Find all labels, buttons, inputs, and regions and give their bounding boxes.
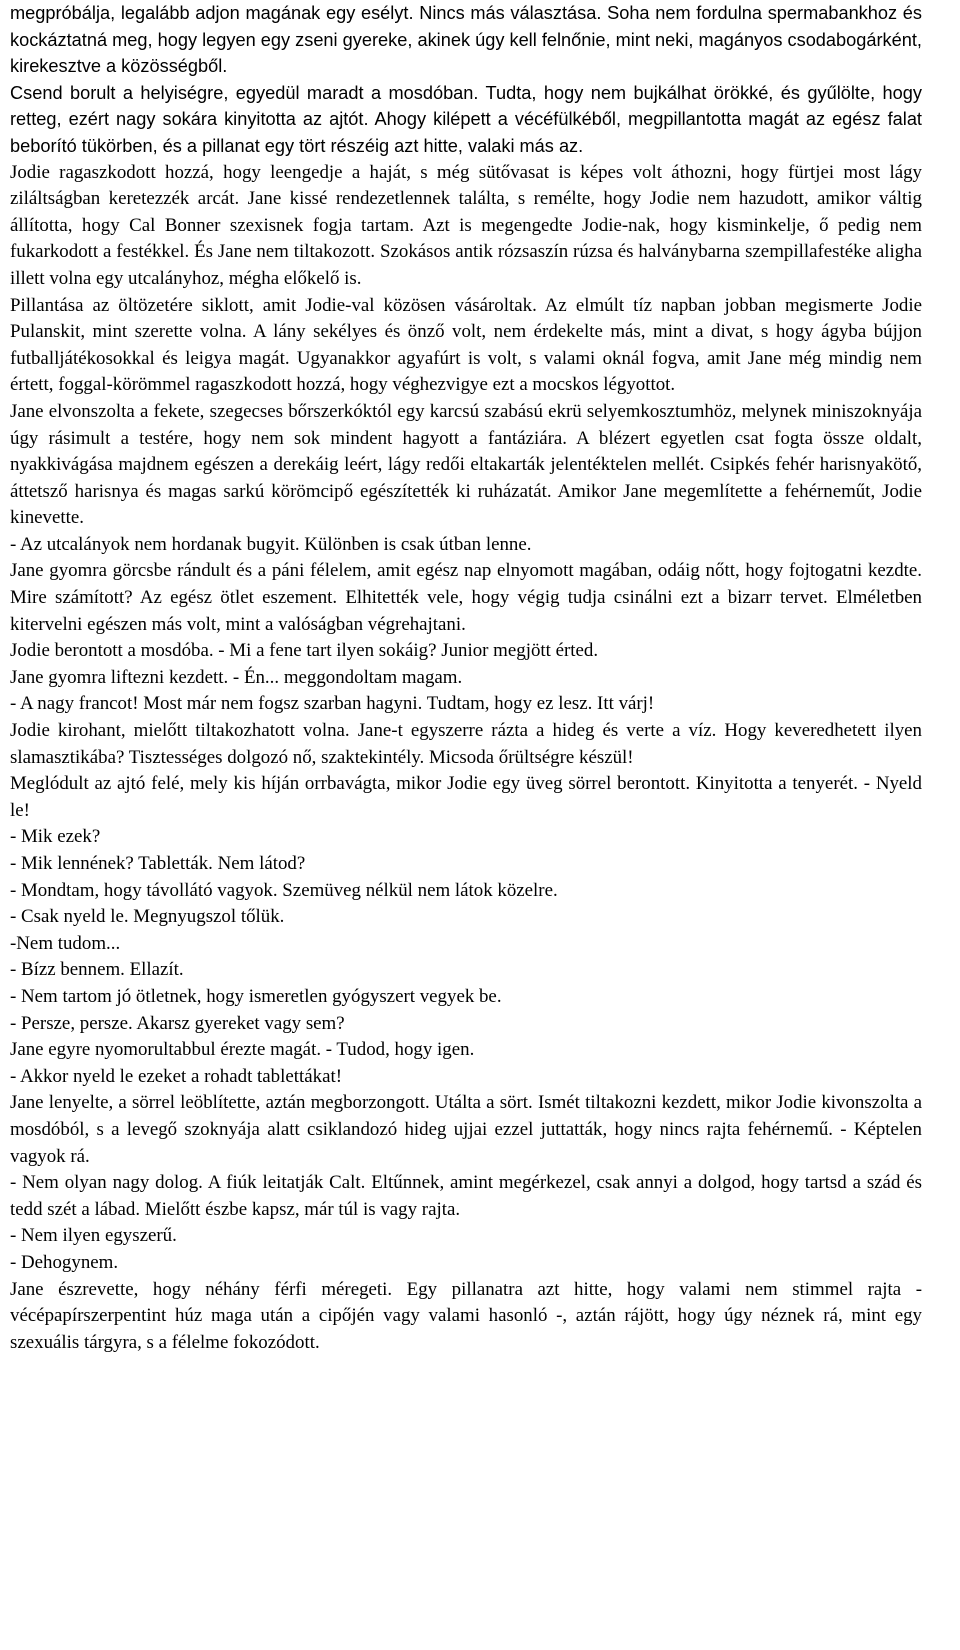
paragraph: -Nem tudom...: [10, 932, 121, 954]
paragraph: - A nagy francot! Most már nem fogsz szarban hagyni. Tudtam, hogy ez lesz. Itt várj!: [10, 693, 655, 715]
paragraph: - Akkor nyeld le ezeket a rohadt tablettákat!: [10, 1065, 343, 1087]
paragraph: megpróbálja, legalább adjon magának egy esélyt. Nincs más választása. Soha nem fordulna spermabankhoz és kockáztatná meg, hogy legyen egy zseni gyereke, akinek úgy kell felnőnie, mint neki, magányos csodabogárként, kirekesztve a közösségből.: [10, 3, 922, 77]
paragraph: Jane lenyelte, a sörrel leöblítette, aztán megborzongott. Utálta a sört. Ismét tiltakozni kezdett, mikor Jodie kivonszolta a mosdóból, s a levegő szoknyája alatt csiklandozó hideg ujjai ezzel juttatták, hogy nincs rajta fehérnemű. - Képtelen vagyok rá.: [10, 1092, 922, 1167]
paragraph: - Nem tartom jó ötletnek, hogy ismeretlen gyógyszert vegyek be.: [10, 985, 502, 1007]
paragraph: - Persze, persze. Akarsz gyereket vagy sem?: [10, 1012, 345, 1034]
paragraph: - Dehogynem.: [10, 1251, 119, 1273]
paragraph: - Nem ilyen egyszerű.: [10, 1225, 177, 1247]
paragraph: Jodie kirohant, mielőtt tiltakozhatott volna. Jane-t egyszerre rázta a hideg és verte a víz. Hogy keveredhetett ilyen slamasztikába? Tisztességes dolgozó nő, szaktekintély. Micsoda őrültségre készül!: [10, 720, 922, 768]
paragraph: Jane elvonszolta a fekete, szegecses bőrszerkóktól egy karcsú szabású ekrü selyemkosztumhöz, melynek miniszoknyája úgy rásimult a testére, hogy nem sok mindent hagyott a fantáziára. A blézert egyetlen csat fogta össze oldalt, nyakkivágása majdnem egészen a derekáig leért, lágy redői eltakarták jelentéktelen mellét. Csipkés fehér harisnyakötő, áttetsző harisnya és magas sarkú körömcipő egészítették ki ruházatát. Amikor Jane megemlítette a fehérneműt, Jodie kinevette.: [10, 400, 922, 529]
paragraph: - Bízz bennem. Ellazít.: [10, 959, 184, 981]
paragraph: Pillantása az öltözetére siklott, amit Jodie-val közösen vásároltak. Az elmúlt tíz napban jobban megismerte Jodie Pulanskit, mint szerette volna. A lány sekélyes és önző volt, nem érdekelte más, mint a divat, s hogy ágyba bújjon futballjátékosokkal és leigya magát. Ugyanakkor agyafúrt is volt, s valami oknál fogva, amit Jane még mindig nem értett, foggal-körömmel ragaszkodott hozzá, hogy véghezvigye ezt a mocskos légyottot.: [10, 294, 922, 396]
paragraph: - Nem olyan nagy dolog. A fiúk leitatják Calt. Eltűnnek, amint megérkezel, csak annyi a dolgod, hogy tartsd a szád és tedd szét a lábad. Mielőtt észbe kapsz, már túl is vagy rajta.: [10, 1172, 922, 1220]
paragraph: Jane egyre nyomorultabbul érezte magát. - Tudod, hogy igen.: [10, 1039, 475, 1061]
paragraph: - Az utcalányok nem hordanak bugyit. Különben is csak útban lenne.: [10, 533, 532, 555]
paragraph: Jane észrevette, hogy néhány férfi méregeti. Egy pillanatra azt hitte, hogy valami nem stimmel rajta - vécépapírszerpentint húz maga után a cipőjén vagy valami hasonló -, aztán rájött, hogy úgy néznek rá, mint egy szexuális tárgyra, s a félelme fokozódott.: [10, 1278, 922, 1353]
paragraph: - Csak nyeld le. Megnyugszol tőlük.: [10, 906, 285, 928]
paragraph: - Mondtam, hogy távollátó vagyok. Szemüveg nélkül nem látok közelre.: [10, 879, 558, 901]
paragraph: Meglódult az ajtó felé, mely kis híján orrbavágta, mikor Jodie egy üveg sörrel berontott. Kinyitotta a tenyerét. - Nyeld le!: [10, 773, 922, 821]
paragraph: Jodie ragaszkodott hozzá, hogy leengedje a haját, s még sütővasat is képes volt áthozni, hogy fürtjei most lágy ziláltságban keretezzék arcát. Jane kissé rendezetlennek találta, s remélte, hogy Jodie nem hazudott, amikor váltig állította, hogy Cal Bonner szexisnek fogja tartam. Azt is megengedte Jodie-nak, hogy kisminkelje, ő pedig nem fukarkodott a festékkel. És Jane nem tiltakozott. Szokásos antik rózsaszín rúzsa és halványbarna szempillafestéke aligha illett volna egy utcalányhoz, mégha előkelő is.: [10, 161, 922, 289]
document-page: [10, 0, 922, 1356]
paragraph: - Mik lennének? Tabletták. Nem látod?: [10, 853, 306, 874]
paragraph: Csend borult a helyiségre, egyedül maradt a mosdóban. Tudta, hogy nem bujkálhat örökké, és gyűlölte, hogy retteg, ezért nagy sokára kinyitotta az ajtót. Ahogy kilépett a vécéfülkéből, megpillantotta magát az egész falat beborító tükörben, és a pillanat egy tört részéig azt hitte, valaki más az.: [10, 82, 922, 156]
paragraph: Jane gyomra liftezni kezdett. - Én... meggondoltam magam.: [10, 666, 463, 688]
paragraph: Jodie berontott a mosdóba. - Mi a fene tart ilyen sokáig? Junior megjött érted.: [10, 640, 599, 662]
paragraph: - Mik ezek?: [10, 826, 101, 848]
paragraph: Jane gyomra görcsbe rándult és a páni félelem, amit egész nap elnyomott magában, odáig nőtt, hogy fojtogatni kezdte. Mire számított? Az egész ötlet eszement. Elhitették vele, hogy végig tudja csinálni ezt a bizarr tervet. Elméletben kitervelni egészen más volt, mint a valóságban végrehajtani.: [10, 560, 922, 635]
